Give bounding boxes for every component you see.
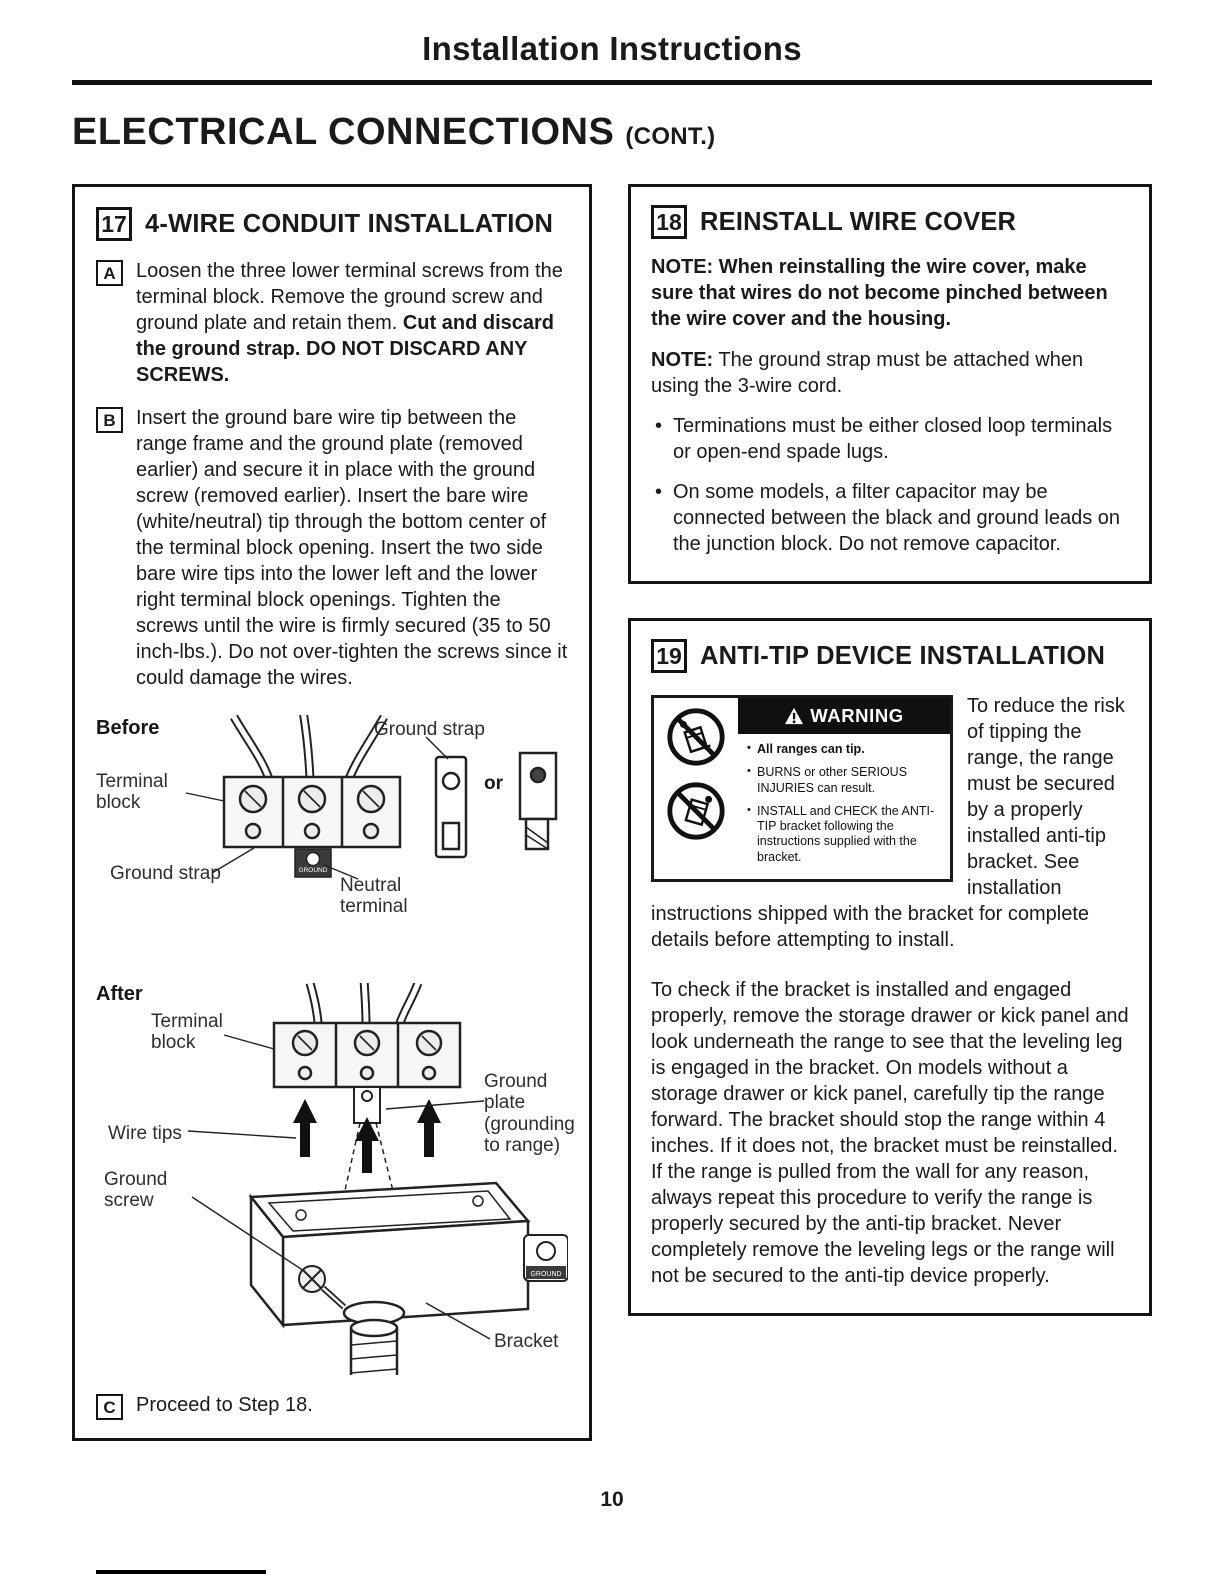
after-terminal-block-drawing: [274, 1023, 460, 1087]
label-ground-plate: Ground plate (grounding to range): [484, 1071, 575, 1156]
before-diagram: [96, 715, 568, 953]
after-wires: [310, 983, 418, 1023]
label-wire-tips: Wire tips: [108, 1123, 182, 1144]
bullet-item: • On some models, a filter capacitor may be connected between the black and ground leads on the junction block. Do not remove capacitor.: [651, 479, 1129, 557]
warning-bullet: • INSTALL and CHECK the ANTI-TIP bracket following the instructions supplied with the bracket.: [747, 804, 944, 865]
note-ground-strap: [651, 347, 1129, 399]
note-text: The ground strap must be attached when using the 3-wire cord.: [651, 349, 1084, 397]
step-a-text-bold: Cut and discard the ground strap. DO NOT DISCARD ANY SCREWS.: [136, 312, 554, 386]
step-c-label: C: [96, 1394, 123, 1420]
section-18-bullet-list: [651, 413, 1129, 557]
step-b-text: Insert the ground bare wire tip between the range frame and the ground plate (removed earlier) and secure it in place with the ground screw (removed earlier). Insert the bare wire (white/neutral) tip through the bottom center of the terminal block opening. Insert the two side bare wire tips into the lower left and the lower right terminal block openings. Tighten the screws until the wire is firmly secured (35 to 50 inch-lbs.). Do not over-tighten the screws since it could damage the wires.: [136, 407, 568, 689]
step-a-text-normal: Loosen the three lower terminal screws from the terminal block. Remove the ground screw and ground plate and retain them.: [136, 260, 563, 334]
section-17-box: [72, 184, 592, 1441]
anti-tip-body-text: To check if the bracket is installed and engaged properly, remove the storage drawer or kick panel and look underneath the range to see that the leveling leg is engaged in the bracket. On models without a storage drawer or kick panel, carefully tip the range forward. The bracket should stop the range within 4 inches. If it does not, the bracket must be reinstalled. If the range is pulled from the wall for any reason, always repeat this procedure to verify the range is properly secured by the anti-tip bracket. Never completely remove the leveling legs or the range will not be secured to the anti-tip device properly.: [651, 979, 1129, 1287]
range-tip-prohibition-icon-2: [665, 780, 727, 842]
label-terminal-block-before: Terminal block: [96, 771, 168, 814]
section-19-box: [628, 618, 1152, 1316]
warning-bullet: • All ranges can tip.: [747, 742, 944, 757]
step-a-label: A: [96, 260, 123, 286]
note-wire-cover: NOTE: When reinstalling the wire cover, make sure that wires do not become pinched between the wire cover and the housing.: [651, 256, 1108, 330]
after-ground-badge-text: GROUND: [530, 1271, 562, 1278]
step-b: [96, 405, 568, 691]
warning-title: WARNING: [810, 705, 904, 726]
warning-bullet: • BURNS or other SERIOUS INJURIES can result.: [747, 765, 944, 796]
step-a: [96, 258, 568, 388]
header-divider: [72, 80, 1152, 85]
section-18-box: [628, 184, 1152, 584]
note-label: NOTE:: [651, 349, 714, 371]
label-ground-strap-top: Ground strap: [374, 719, 485, 740]
label-terminal-block-after: Terminal block: [151, 1011, 223, 1054]
step-number-17: 17: [96, 207, 132, 241]
range-tip-prohibition-icon-1: [665, 706, 727, 768]
step-number-18: 18: [651, 205, 687, 239]
warning-header: [738, 698, 950, 734]
warning-text-panel: [738, 698, 950, 879]
before-caption: Before: [96, 717, 160, 739]
label-neutral-terminal: Neutral terminal: [340, 875, 408, 918]
before-diagram-drawing: [96, 715, 568, 953]
after-caption: After: [96, 983, 143, 1005]
label-or: or: [484, 773, 503, 794]
bullet-item: • Terminations must be either closed loop terminals or open-end spade lugs.: [651, 413, 1129, 465]
section-17-title: 4-WIRE CONDUIT INSTALLATION: [145, 209, 554, 238]
step-c-text: Proceed to Step 18.: [136, 1394, 313, 1416]
section-17-heading: [96, 207, 568, 241]
step-number-19: 19: [651, 639, 687, 673]
label-bracket: Bracket: [494, 1331, 559, 1352]
page-title-main: ELECTRICAL CONNECTIONS: [72, 111, 615, 153]
before-wires: [234, 715, 384, 779]
before-terminal-block-drawing: [224, 777, 400, 847]
step-c: [96, 1392, 568, 1420]
section-19-heading: [651, 639, 1129, 673]
ground-strap-option-2-drawing: [520, 753, 556, 849]
right-column: [628, 184, 1152, 1441]
warning-pictograms: [654, 698, 738, 879]
label-ground-screw: Ground screw: [104, 1169, 168, 1212]
two-column-layout: [72, 184, 1152, 1441]
anti-tip-intro-block: [651, 693, 1129, 953]
before-ground-badge-text: GROUND: [298, 867, 328, 874]
section-19-title: ANTI-TIP DEVICE INSTALLATION: [700, 641, 1106, 670]
warning-bullet-list: [738, 734, 950, 879]
page-number: 10: [600, 1488, 624, 1511]
after-diagram: [96, 983, 575, 1375]
doc-header-title: Installation Instructions: [422, 30, 802, 67]
scan-registration-mark: [96, 1570, 266, 1574]
step-b-label: B: [96, 407, 123, 433]
warning-triangle-icon: [784, 707, 804, 725]
page-title-suffix: (CONT.): [625, 123, 716, 150]
label-ground-strap-bottom: Ground strap: [110, 863, 221, 884]
page-title: [72, 111, 1152, 154]
step-a-text: [136, 258, 568, 388]
section-18-heading: [651, 205, 1129, 239]
section-18-title: REINSTALL WIRE COVER: [700, 207, 1017, 236]
anti-tip-intro-text: To reduce the risk of tipping the range, the range must be secured by a properly installed anti-tip bracket. See installation instructions shipped with the bracket for complete details before attempting to install.: [651, 695, 1125, 951]
ground-strap-option-1-drawing: [436, 757, 466, 857]
anti-tip-warning-label: [651, 695, 953, 882]
conduit-drawing: [344, 1302, 404, 1375]
